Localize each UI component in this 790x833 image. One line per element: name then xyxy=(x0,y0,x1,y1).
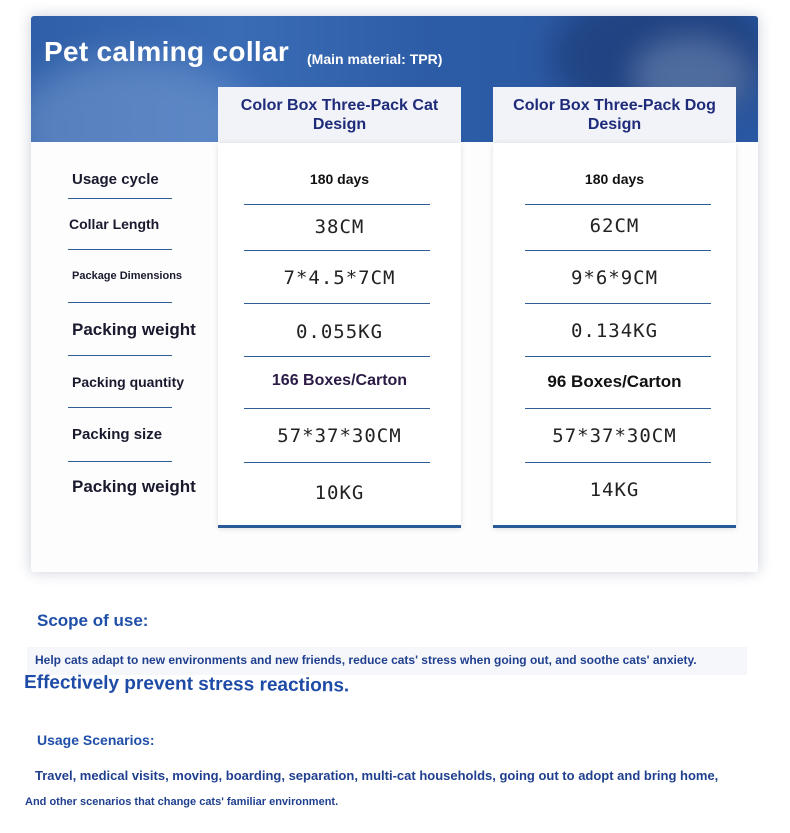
dog-divider xyxy=(525,356,711,357)
scope-highlight: Effectively prevent stress reactions. xyxy=(23,672,350,697)
row-label-package-dimensions: Package Dimensions xyxy=(72,270,183,282)
row-label-packing-quantity: Packing quantity xyxy=(72,374,185,390)
spec-card xyxy=(31,16,758,572)
dog-divider xyxy=(525,462,711,463)
label-divider xyxy=(68,198,172,199)
cat-divider xyxy=(244,356,430,357)
label-divider xyxy=(68,407,172,408)
cat-packing-size: 57*37*30CM xyxy=(277,425,402,447)
material-subtitle: (Main material: TPR) xyxy=(307,51,443,67)
label-divider xyxy=(68,302,172,303)
label-divider xyxy=(68,355,172,356)
usage-text-line1: Travel, medical visits, moving, boarding, separation, multi-cat households, going out to adopt and bring home, xyxy=(35,768,719,783)
row-label-usage-cycle: Usage cycle xyxy=(72,171,159,188)
usage-text-line2: And other scenarios that change cats' familiar environment. xyxy=(25,796,339,808)
dog-usage-cycle: 180 days xyxy=(584,171,645,187)
dog-divider xyxy=(525,303,711,304)
cat-packing-quantity: 166 Boxes/Carton xyxy=(271,372,408,389)
dog-packing-quantity: 96 Boxes/Carton xyxy=(547,372,682,391)
cat-divider xyxy=(244,204,430,205)
dog-packing-size: 57*37*30CM xyxy=(552,425,677,447)
cat-divider xyxy=(244,250,430,251)
dog-divider xyxy=(525,204,711,205)
dog-divider xyxy=(525,408,711,409)
cat-divider xyxy=(244,303,430,304)
column-header-cat: Color Box Three-Pack Cat Design xyxy=(218,87,461,143)
cat-packing-weight: 0.055KG xyxy=(295,321,384,343)
cat-divider xyxy=(244,462,430,463)
cat-usage-cycle: 180 days xyxy=(309,171,370,187)
row-label-packing-weight-2: Packing weight xyxy=(72,477,196,496)
cat-collar-length: 38CM xyxy=(314,216,365,238)
dog-divider xyxy=(525,250,711,251)
label-divider xyxy=(68,461,172,462)
dog-packing-weight: 0.134KG xyxy=(570,320,659,342)
row-label-collar-length: Collar Length xyxy=(69,216,160,232)
scope-title: Scope of use: xyxy=(37,611,149,630)
cat-divider xyxy=(244,408,430,409)
label-divider xyxy=(68,249,172,250)
dog-collar-length: 62CM xyxy=(589,215,640,237)
row-label-packing-size: Packing size xyxy=(72,426,163,443)
scope-text: Help cats adapt to new environments and new friends, reduce cats' stress when going out, and soothe cats' anxiety. xyxy=(27,647,747,675)
dog-packing-weight-2: 14KG xyxy=(589,479,640,501)
usage-title: Usage Scenarios: xyxy=(37,732,155,748)
dog-package-dimensions: 9*6*9CM xyxy=(570,267,659,289)
row-label-packing-weight: Packing weight xyxy=(72,320,196,339)
column-header-dog: Color Box Three-Pack Dog Design xyxy=(493,87,736,143)
cat-package-dimensions: 7*4.5*7CM xyxy=(283,267,396,289)
page-title: Pet calming collar xyxy=(44,36,290,67)
cat-packing-weight-2: 10KG xyxy=(314,482,365,504)
